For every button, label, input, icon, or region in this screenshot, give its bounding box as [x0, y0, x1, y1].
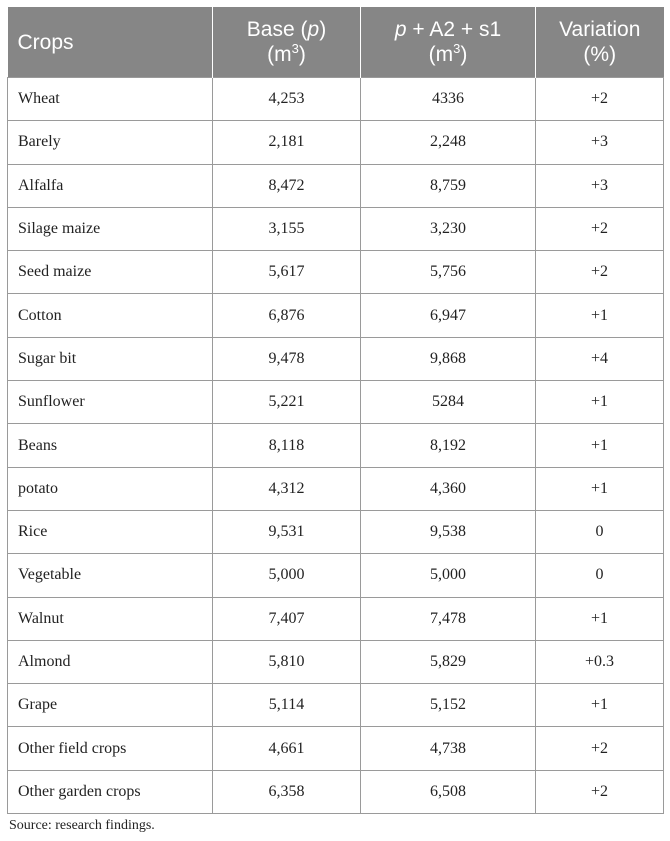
table-header-row: [8, 7, 664, 78]
cell-crop: Other garden crops: [8, 770, 213, 813]
cell-crop: Beans: [8, 424, 213, 467]
cell-scenario: 3,230: [361, 207, 536, 250]
cell-crop: Sunflower: [8, 381, 213, 424]
table-row: [8, 164, 664, 207]
table-row: [8, 727, 664, 770]
cell-variation: +1: [536, 381, 664, 424]
cell-crop: Alfalfa: [8, 164, 213, 207]
cell-base: 6,876: [213, 294, 361, 337]
cell-crop: Vegetable: [8, 554, 213, 597]
cell-base: 9,478: [213, 337, 361, 380]
header-crops: Crops: [8, 7, 213, 78]
cell-base: 8,472: [213, 164, 361, 207]
table-row: [8, 337, 664, 380]
table-row: [8, 381, 664, 424]
cell-scenario: 4336: [361, 78, 536, 121]
cell-variation: +2: [536, 770, 664, 813]
cell-crop: Silage maize: [8, 207, 213, 250]
cell-base: 5,114: [213, 684, 361, 727]
cell-variation: +2: [536, 78, 664, 121]
cell-crop: Almond: [8, 640, 213, 683]
cell-variation: 0: [536, 510, 664, 553]
cell-crop: Wheat: [8, 78, 213, 121]
table-row: [8, 684, 664, 727]
cell-variation: +1: [536, 597, 664, 640]
cell-variation: +0.3: [536, 640, 664, 683]
table-row: [8, 770, 664, 813]
cell-variation: +3: [536, 121, 664, 164]
header-scenario: p + A2 + s1 $(m^3)$: [361, 7, 536, 78]
cell-crop: Barely: [8, 121, 213, 164]
cell-scenario: 5,152: [361, 684, 536, 727]
table-row: [8, 424, 664, 467]
cell-variation: +1: [536, 467, 664, 510]
table-row: [8, 251, 664, 294]
cell-variation: +1: [536, 294, 664, 337]
cell-base: 5,810: [213, 640, 361, 683]
table-row: [8, 554, 664, 597]
header-variation: Variation (%): [536, 7, 664, 78]
cell-crop: potato: [8, 467, 213, 510]
cell-variation: +4: [536, 337, 664, 380]
cell-variation: +1: [536, 424, 664, 467]
table-row: [8, 640, 664, 683]
cell-base: 3,155: [213, 207, 361, 250]
cell-crop: Grape: [8, 684, 213, 727]
cell-scenario: 8,759: [361, 164, 536, 207]
cell-variation: +2: [536, 727, 664, 770]
cell-scenario: 5,756: [361, 251, 536, 294]
cell-base: 8,118: [213, 424, 361, 467]
cell-base: 7,407: [213, 597, 361, 640]
cell-variation: 0: [536, 554, 664, 597]
cell-crop: Walnut: [8, 597, 213, 640]
cell-variation: +2: [536, 207, 664, 250]
cell-base: 5,617: [213, 251, 361, 294]
cell-crop: Rice: [8, 510, 213, 553]
cell-base: 4,661: [213, 727, 361, 770]
cell-scenario: 9,868: [361, 337, 536, 380]
cell-crop: Cotton: [8, 294, 213, 337]
cell-scenario: 6,947: [361, 294, 536, 337]
cell-crop: Sugar bit: [8, 337, 213, 380]
cell-crop: Other field crops: [8, 727, 213, 770]
cell-variation: +2: [536, 251, 664, 294]
table-row: [8, 510, 664, 553]
table-row: [8, 294, 664, 337]
cell-base: 4,312: [213, 467, 361, 510]
cell-base: 5,000: [213, 554, 361, 597]
cell-variation: +1: [536, 684, 664, 727]
table-row: [8, 78, 664, 121]
cell-scenario: 7,478: [361, 597, 536, 640]
table-row: [8, 207, 664, 250]
source-note: Source: research findings.: [9, 818, 155, 833]
crop-water-table: [7, 7, 664, 814]
cell-variation: +3: [536, 164, 664, 207]
cell-base: 4,253: [213, 78, 361, 121]
cell-scenario: 4,360: [361, 467, 536, 510]
table-row: [8, 597, 664, 640]
table-row: [8, 467, 664, 510]
cell-scenario: 2,248: [361, 121, 536, 164]
cell-scenario: 9,538: [361, 510, 536, 553]
cell-base: 6,358: [213, 770, 361, 813]
header-base: Base (p) $(m^3)$: [213, 7, 361, 78]
crop-water-table-container: [7, 7, 663, 814]
table-body: [8, 78, 664, 814]
table-row: [8, 121, 664, 164]
cell-scenario: 5,829: [361, 640, 536, 683]
cell-scenario: 5,000: [361, 554, 536, 597]
cell-scenario: 5284: [361, 381, 536, 424]
cell-base: 9,531: [213, 510, 361, 553]
cell-scenario: 4,738: [361, 727, 536, 770]
cell-base: 2,181: [213, 121, 361, 164]
cell-scenario: 8,192: [361, 424, 536, 467]
cell-base: 5,221: [213, 381, 361, 424]
cell-scenario: 6,508: [361, 770, 536, 813]
cell-crop: Seed maize: [8, 251, 213, 294]
